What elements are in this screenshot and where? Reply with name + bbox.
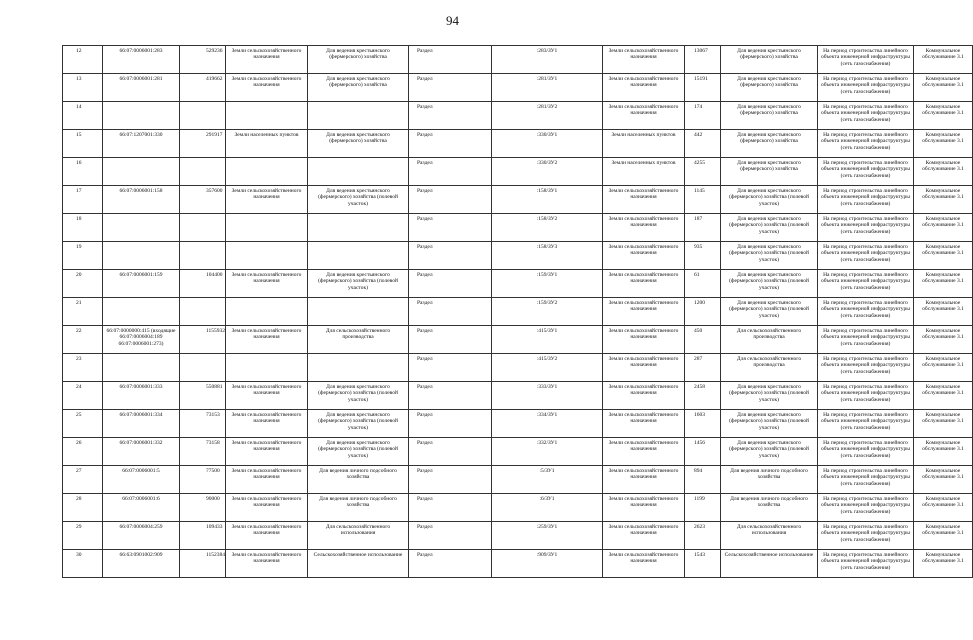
- cell-land-category: Земли сельскохозяйственного назначения: [226, 74, 308, 102]
- cell-new-permitted-use: Сельскохозяйственное использование: [721, 550, 818, 578]
- cell-new-permitted-use: Для ведения крестьянского (фермерского) хозяйства (полевой участок): [721, 186, 818, 214]
- cell-row-number: 18: [63, 214, 103, 242]
- cell-new-area: 1456: [685, 438, 721, 466]
- land-plots-table: [62, 45, 973, 578]
- cell-new-area: 13067: [685, 46, 721, 74]
- cell-area: 291917: [180, 130, 226, 158]
- cell-area: 529236: [180, 46, 226, 74]
- cell-new-plot-designation: :415/ЗУ1: [492, 326, 603, 354]
- cell-operation: Раздел: [409, 466, 492, 494]
- cell-new-land-category: Земли сельскохозяйственного назначения: [603, 466, 685, 494]
- cell-land-category: Земли сельскохозяйственного назначения: [226, 270, 308, 298]
- cell-new-plot-designation: :909/ЗУ1: [492, 550, 603, 578]
- cell-new-permitted-use: Для ведения крестьянского (фермерского) хозяйства (полевой участок): [721, 438, 818, 466]
- cell-usage-type: Коммунальное обслуживание 3.1: [914, 438, 973, 466]
- cell-operation: Раздел: [409, 382, 492, 410]
- cell-cadastral-number: [103, 298, 180, 326]
- cell-area: 73153: [180, 410, 226, 438]
- cell-permitted-use: Для ведения крестьянского (фермерского) хозяйства: [308, 130, 409, 158]
- cell-new-plot-designation: :330/ЗУ1: [492, 130, 603, 158]
- cell-usage-period: На период строительства линейного объекта инженерной инфраструктуры (сеть газоснабжения): [818, 158, 914, 186]
- cell-new-land-category: Земли сельскохозяйственного назначения: [603, 354, 685, 382]
- cell-cadastral-number: 66:07:1207001:330: [103, 130, 180, 158]
- cell-new-permitted-use: Для ведения личного подсобного хозяйства: [721, 466, 818, 494]
- cell-area: [180, 158, 226, 186]
- cell-permitted-use: Сельскохозяйственное использование: [308, 550, 409, 578]
- table-row: [63, 466, 973, 494]
- cell-area: [180, 214, 226, 242]
- cell-new-permitted-use: Для ведения крестьянского (фермерского) хозяйства: [721, 102, 818, 130]
- cell-usage-type: Коммунальное обслуживание 3.1: [914, 298, 973, 326]
- cell-land-category: [226, 354, 308, 382]
- cell-new-area: 2623: [685, 522, 721, 550]
- cell-area: [180, 242, 226, 270]
- cell-area: 77500: [180, 466, 226, 494]
- cell-permitted-use: Для ведения крестьянского (фермерского) хозяйства (полевой участок): [308, 438, 409, 466]
- cell-usage-period: На период строительства линейного объекта инженерной инфраструктуры (сеть газоснабжения): [818, 214, 914, 242]
- table-row: [63, 74, 973, 102]
- cell-new-land-category: Земли сельскохозяйственного назначения: [603, 214, 685, 242]
- cell-new-plot-designation: :158/ЗУ3: [492, 242, 603, 270]
- cell-new-permitted-use: Для ведения личного подсобного хозяйства: [721, 494, 818, 522]
- cell-operation: Раздел: [409, 130, 492, 158]
- cell-permitted-use: Для ведения крестьянского (фермерского) хозяйства (полевой участок): [308, 410, 409, 438]
- cell-usage-type: Коммунальное обслуживание 3.1: [914, 466, 973, 494]
- cell-usage-type: Коммунальное обслуживание 3.1: [914, 46, 973, 74]
- cell-operation: Раздел: [409, 522, 492, 550]
- cell-row-number: 30: [63, 550, 103, 578]
- cell-new-area: 4255: [685, 158, 721, 186]
- cell-land-category: Земли сельскохозяйственного назначения: [226, 410, 308, 438]
- cell-new-permitted-use: Для ведения крестьянского (фермерского) хозяйства (полевой участок): [721, 214, 818, 242]
- cell-area: 73158: [180, 438, 226, 466]
- cell-row-number: 28: [63, 494, 103, 522]
- cell-new-permitted-use: Для ведения крестьянского (фермерского) хозяйства (полевой участок): [721, 382, 818, 410]
- cell-usage-type: Коммунальное обслуживание 3.1: [914, 186, 973, 214]
- cell-usage-type: Коммунальное обслуживание 3.1: [914, 74, 973, 102]
- cell-permitted-use: [308, 158, 409, 186]
- cell-permitted-use: Для ведения крестьянского (фермерского) хозяйства: [308, 46, 409, 74]
- cell-operation: Раздел: [409, 242, 492, 270]
- table-row: [63, 102, 973, 130]
- cell-permitted-use: [308, 242, 409, 270]
- cell-new-plot-designation: :332/ЗУ1: [492, 438, 603, 466]
- cell-cadastral-number: [103, 158, 180, 186]
- cell-operation: Раздел: [409, 270, 492, 298]
- cell-new-area: 15191: [685, 74, 721, 102]
- cell-new-plot-designation: :330/ЗУ2: [492, 158, 603, 186]
- cell-land-category: Земли сельскохозяйственного назначения: [226, 494, 308, 522]
- cell-row-number: 29: [63, 522, 103, 550]
- table-row: [63, 130, 973, 158]
- cell-row-number: 26: [63, 438, 103, 466]
- cell-area: 1155932: [180, 326, 226, 354]
- cell-new-plot-designation: :158/ЗУ1: [492, 186, 603, 214]
- cell-usage-type: Коммунальное обслуживание 3.1: [914, 102, 973, 130]
- cell-new-area: 2458: [685, 382, 721, 410]
- cell-usage-type: Коммунальное обслуживание 3.1: [914, 270, 973, 298]
- cell-land-category: Земли сельскохозяйственного назначения: [226, 326, 308, 354]
- table-row: [63, 242, 973, 270]
- cell-new-permitted-use: Для ведения крестьянского (фермерского) хозяйства: [721, 158, 818, 186]
- cell-new-permitted-use: Для ведения крестьянского (фермерского) хозяйства (полевой участок): [721, 298, 818, 326]
- cell-new-land-category: Земли сельскохозяйственного назначения: [603, 326, 685, 354]
- table-row: [63, 382, 973, 410]
- cell-new-permitted-use: Для ведения крестьянского (фермерского) хозяйства (полевой участок): [721, 270, 818, 298]
- cell-land-category: [226, 102, 308, 130]
- cell-usage-type: Коммунальное обслуживание 3.1: [914, 494, 973, 522]
- cell-cadastral-number: [103, 242, 180, 270]
- cell-new-area: 174: [685, 102, 721, 130]
- cell-land-category: [226, 214, 308, 242]
- table-row: [63, 298, 973, 326]
- cell-new-plot-designation: :281/ЗУ2: [492, 102, 603, 130]
- cell-operation: Раздел: [409, 438, 492, 466]
- cell-land-category: Земли сельскохозяйственного назначения: [226, 382, 308, 410]
- cell-operation: Раздел: [409, 298, 492, 326]
- cell-row-number: 12: [63, 46, 103, 74]
- cell-new-area: 1145: [685, 186, 721, 214]
- cell-area: 419662: [180, 74, 226, 102]
- cell-row-number: 24: [63, 382, 103, 410]
- cell-cadastral-number: 66:07:0006001:281: [103, 74, 180, 102]
- cell-usage-period: На период строительства линейного объекта инженерной инфраструктуры (сеть газоснабжения): [818, 550, 914, 578]
- cell-permitted-use: [308, 298, 409, 326]
- cell-new-area: 1543: [685, 550, 721, 578]
- cell-usage-period: На период строительства линейного объекта инженерной инфраструктуры (сеть газоснабжения): [818, 438, 914, 466]
- cell-new-permitted-use: Для ведения крестьянского (фермерского) хозяйства: [721, 130, 818, 158]
- cell-permitted-use: Для ведения личного подсобного хозяйства: [308, 466, 409, 494]
- cell-operation: Раздел: [409, 410, 492, 438]
- cell-row-number: 17: [63, 186, 103, 214]
- cell-new-permitted-use: Для сельскохозяйственного производства: [721, 354, 818, 382]
- cell-usage-type: Коммунальное обслуживание 3.1: [914, 550, 973, 578]
- cell-usage-period: На период строительства линейного объекта инженерной инфраструктуры (сеть газоснабжения): [818, 410, 914, 438]
- cell-cadastral-number: 66:07:0006001:283: [103, 46, 180, 74]
- cell-permitted-use: Для ведения крестьянского (фермерского) хозяйства (полевой участок): [308, 382, 409, 410]
- cell-cadastral-number: 66:07:0006001:332: [103, 438, 180, 466]
- cell-area: 90000: [180, 494, 226, 522]
- cell-row-number: 23: [63, 354, 103, 382]
- cell-cadastral-number: 66:07:0006001:6: [103, 494, 180, 522]
- table-row: [63, 186, 973, 214]
- cell-new-area: 894: [685, 466, 721, 494]
- table-body: [63, 46, 973, 578]
- cell-land-category: Земли населенных пунктов: [226, 130, 308, 158]
- table-row: [63, 550, 973, 578]
- cell-cadastral-number: 66:07:0006001:334: [103, 410, 180, 438]
- cell-new-plot-designation: :415/ЗУ2: [492, 354, 603, 382]
- cell-usage-period: На период строительства линейного объекта инженерной инфраструктуры (сеть газоснабжения): [818, 102, 914, 130]
- cell-area: 104400: [180, 270, 226, 298]
- cell-permitted-use: [308, 102, 409, 130]
- cell-new-plot-designation: :333/ЗУ1: [492, 382, 603, 410]
- cell-row-number: 14: [63, 102, 103, 130]
- cell-new-permitted-use: Для сельскохозяйственного производства: [721, 326, 818, 354]
- cell-land-category: [226, 158, 308, 186]
- cell-new-land-category: Земли сельскохозяйственного назначения: [603, 410, 685, 438]
- cell-operation: Раздел: [409, 74, 492, 102]
- cell-row-number: 13: [63, 74, 103, 102]
- cell-new-area: 450: [685, 326, 721, 354]
- cell-operation: Раздел: [409, 214, 492, 242]
- cell-permitted-use: Для сельскохозяйственного использования: [308, 522, 409, 550]
- cell-usage-type: Коммунальное обслуживание 3.1: [914, 158, 973, 186]
- cell-new-land-category: Земли сельскохозяйственного назначения: [603, 522, 685, 550]
- cell-new-land-category: Земли сельскохозяйственного назначения: [603, 102, 685, 130]
- cell-row-number: 20: [63, 270, 103, 298]
- cell-usage-period: На период строительства линейного объекта инженерной инфраструктуры (сеть газоснабжения): [818, 326, 914, 354]
- cell-permitted-use: Для ведения крестьянского (фермерского) хозяйства (полевой участок): [308, 270, 409, 298]
- cell-new-permitted-use: Для сельскохозяйственного использования: [721, 522, 818, 550]
- cell-new-area: 442: [685, 130, 721, 158]
- cell-new-plot-designation: :281/ЗУ1: [492, 74, 603, 102]
- cell-operation: Раздел: [409, 158, 492, 186]
- cell-row-number: 16: [63, 158, 103, 186]
- cell-usage-type: Коммунальное обслуживание 3.1: [914, 522, 973, 550]
- cell-new-area: 935: [685, 242, 721, 270]
- cell-area: 109433: [180, 522, 226, 550]
- cell-usage-type: Коммунальное обслуживание 3.1: [914, 130, 973, 158]
- cell-new-plot-designation: :334/ЗУ1: [492, 410, 603, 438]
- cell-new-land-category: Земли сельскохозяйственного назначения: [603, 74, 685, 102]
- cell-new-land-category: Земли сельскохозяйственного назначения: [603, 382, 685, 410]
- cell-new-land-category: Земли сельскохозяйственного назначения: [603, 186, 685, 214]
- cell-permitted-use: Для ведения крестьянского (фермерского) хозяйства (полевой участок): [308, 186, 409, 214]
- cell-new-area: 187: [685, 214, 721, 242]
- cell-land-category: Земли сельскохозяйственного назначения: [226, 550, 308, 578]
- cell-land-category: [226, 298, 308, 326]
- cell-land-category: Земли сельскохозяйственного назначения: [226, 466, 308, 494]
- cell-permitted-use: Для ведения крестьянского (фермерского) хозяйства: [308, 74, 409, 102]
- cell-row-number: 22: [63, 326, 103, 354]
- cell-usage-type: Коммунальное обслуживание 3.1: [914, 354, 973, 382]
- cell-row-number: 19: [63, 242, 103, 270]
- cell-usage-period: На период строительства линейного объекта инженерной инфраструктуры (сеть газоснабжения): [818, 354, 914, 382]
- cell-cadastral-number: 66:07:0006001:5: [103, 466, 180, 494]
- cell-new-area: 1199: [685, 494, 721, 522]
- cell-operation: Раздел: [409, 102, 492, 130]
- table-row: [63, 46, 973, 74]
- cell-cadastral-number: 66:07:0006001:158: [103, 186, 180, 214]
- cell-land-category: Земли сельскохозяйственного назначения: [226, 522, 308, 550]
- cell-area: [180, 298, 226, 326]
- cell-usage-period: На период строительства линейного объекта инженерной инфраструктуры (сеть газоснабжения): [818, 466, 914, 494]
- cell-usage-period: На период строительства линейного объекта инженерной инфраструктуры (сеть газоснабжения): [818, 242, 914, 270]
- cell-usage-period: На период строительства линейного объекта инженерной инфраструктуры (сеть газоснабжения): [818, 270, 914, 298]
- cell-area: 1152384: [180, 550, 226, 578]
- cell-row-number: 25: [63, 410, 103, 438]
- cell-new-land-category: Земли сельскохозяйственного назначения: [603, 270, 685, 298]
- table-row: [63, 410, 973, 438]
- cell-new-permitted-use: Для ведения крестьянского (фермерского) хозяйства (полевой участок): [721, 410, 818, 438]
- cell-new-plot-designation: :6/ЗУ1: [492, 494, 603, 522]
- cell-area: 357600: [180, 186, 226, 214]
- cell-new-land-category: Земли населенных пунктов: [603, 130, 685, 158]
- cell-new-land-category: Земли сельскохозяйственного назначения: [603, 298, 685, 326]
- cell-new-area: 1200: [685, 298, 721, 326]
- cell-usage-period: На период строительства линейного объекта инженерной инфраструктуры (сеть газоснабжения): [818, 494, 914, 522]
- cell-operation: Раздел: [409, 494, 492, 522]
- cell-usage-period: На период строительства линейного объекта инженерной инфраструктуры (сеть газоснабжения): [818, 186, 914, 214]
- cell-new-land-category: Земли сельскохозяйственного назначения: [603, 550, 685, 578]
- cell-usage-type: Коммунальное обслуживание 3.1: [914, 410, 973, 438]
- cell-operation: Раздел: [409, 550, 492, 578]
- cell-cadastral-number: 66:07:0006001:333: [103, 382, 180, 410]
- table-row: [63, 270, 973, 298]
- page-number: 94: [446, 13, 459, 28]
- cell-cadastral-number: [103, 354, 180, 382]
- cell-new-permitted-use: Для ведения крестьянского (фермерского) хозяйства (полевой участок): [721, 242, 818, 270]
- cell-usage-period: На период строительства линейного объекта инженерной инфраструктуры (сеть газоснабжения): [818, 74, 914, 102]
- cell-new-plot-designation: :283/ЗУ1: [492, 46, 603, 74]
- table-row: [63, 326, 973, 354]
- cell-new-permitted-use: Для ведения крестьянского (фермерского) хозяйства: [721, 74, 818, 102]
- cell-permitted-use: [308, 354, 409, 382]
- cell-operation: Раздел: [409, 186, 492, 214]
- cell-operation: Раздел: [409, 354, 492, 382]
- cell-new-area: 1603: [685, 410, 721, 438]
- table-row: [63, 522, 973, 550]
- cell-usage-type: Коммунальное обслуживание 3.1: [914, 214, 973, 242]
- table-row: [63, 214, 973, 242]
- cell-cadastral-number: 66:07:0006004:259: [103, 522, 180, 550]
- cell-new-land-category: Земли сельскохозяйственного назначения: [603, 494, 685, 522]
- cell-usage-type: Коммунальное обслуживание 3.1: [914, 326, 973, 354]
- cell-row-number: 15: [63, 130, 103, 158]
- cell-land-category: Земли сельскохозяйственного назначения: [226, 186, 308, 214]
- cell-cadastral-number: 66:63:0901002:909: [103, 550, 180, 578]
- cell-area: [180, 102, 226, 130]
- cell-new-plot-designation: :5/ЗУ1: [492, 466, 603, 494]
- cell-usage-period: На период строительства линейного объекта инженерной инфраструктуры (сеть газоснабжения): [818, 46, 914, 74]
- cell-permitted-use: [308, 214, 409, 242]
- cell-row-number: 27: [63, 466, 103, 494]
- cell-land-category: Земли сельскохозяйственного назначения: [226, 46, 308, 74]
- cell-new-land-category: Земли сельскохозяйственного назначения: [603, 242, 685, 270]
- cell-row-number: 21: [63, 298, 103, 326]
- cell-usage-period: На период строительства линейного объекта инженерной инфраструктуры (сеть газоснабжения): [818, 298, 914, 326]
- cell-cadastral-number: 66:07:0000000:415 (входящие 66:07:0006004:189 66:07:0006001:273): [103, 326, 180, 354]
- cell-operation: Раздел: [409, 326, 492, 354]
- cell-permitted-use: Для сельскохозяйственного производства: [308, 326, 409, 354]
- cell-cadastral-number: [103, 214, 180, 242]
- cell-new-area: 287: [685, 354, 721, 382]
- table-row: [63, 494, 973, 522]
- cell-land-category: Земли сельскохозяйственного назначения: [226, 438, 308, 466]
- cell-usage-period: На период строительства линейного объекта инженерной инфраструктуры (сеть газоснабжения): [818, 382, 914, 410]
- cell-cadastral-number: 66:07:0006001:159: [103, 270, 180, 298]
- cell-usage-period: На период строительства линейного объекта инженерной инфраструктуры (сеть газоснабжения): [818, 130, 914, 158]
- table-row: [63, 438, 973, 466]
- cell-new-land-category: Земли сельскохозяйственного назначения: [603, 46, 685, 74]
- cell-new-plot-designation: :159/ЗУ1: [492, 270, 603, 298]
- cell-new-permitted-use: Для ведения крестьянского (фермерского) хозяйства: [721, 46, 818, 74]
- cell-new-land-category: Земли населенных пунктов: [603, 158, 685, 186]
- cell-area: [180, 354, 226, 382]
- cell-area: 550881: [180, 382, 226, 410]
- cell-new-area: 61: [685, 270, 721, 298]
- cell-new-plot-designation: :159/ЗУ2: [492, 298, 603, 326]
- cell-operation: Раздел: [409, 46, 492, 74]
- table-row: [63, 158, 973, 186]
- cell-usage-type: Коммунальное обслуживание 3.1: [914, 382, 973, 410]
- cell-new-plot-designation: :259/ЗУ1: [492, 522, 603, 550]
- cell-cadastral-number: [103, 102, 180, 130]
- cell-usage-period: На период строительства линейного объекта инженерной инфраструктуры (сеть газоснабжения): [818, 522, 914, 550]
- cell-new-land-category: Земли сельскохозяйственного назначения: [603, 438, 685, 466]
- cell-permitted-use: Для ведения личного подсобного хозяйства: [308, 494, 409, 522]
- cell-land-category: [226, 242, 308, 270]
- cell-new-plot-designation: :158/ЗУ2: [492, 214, 603, 242]
- table-row: [63, 354, 973, 382]
- cell-usage-type: Коммунальное обслуживание 3.1: [914, 242, 973, 270]
